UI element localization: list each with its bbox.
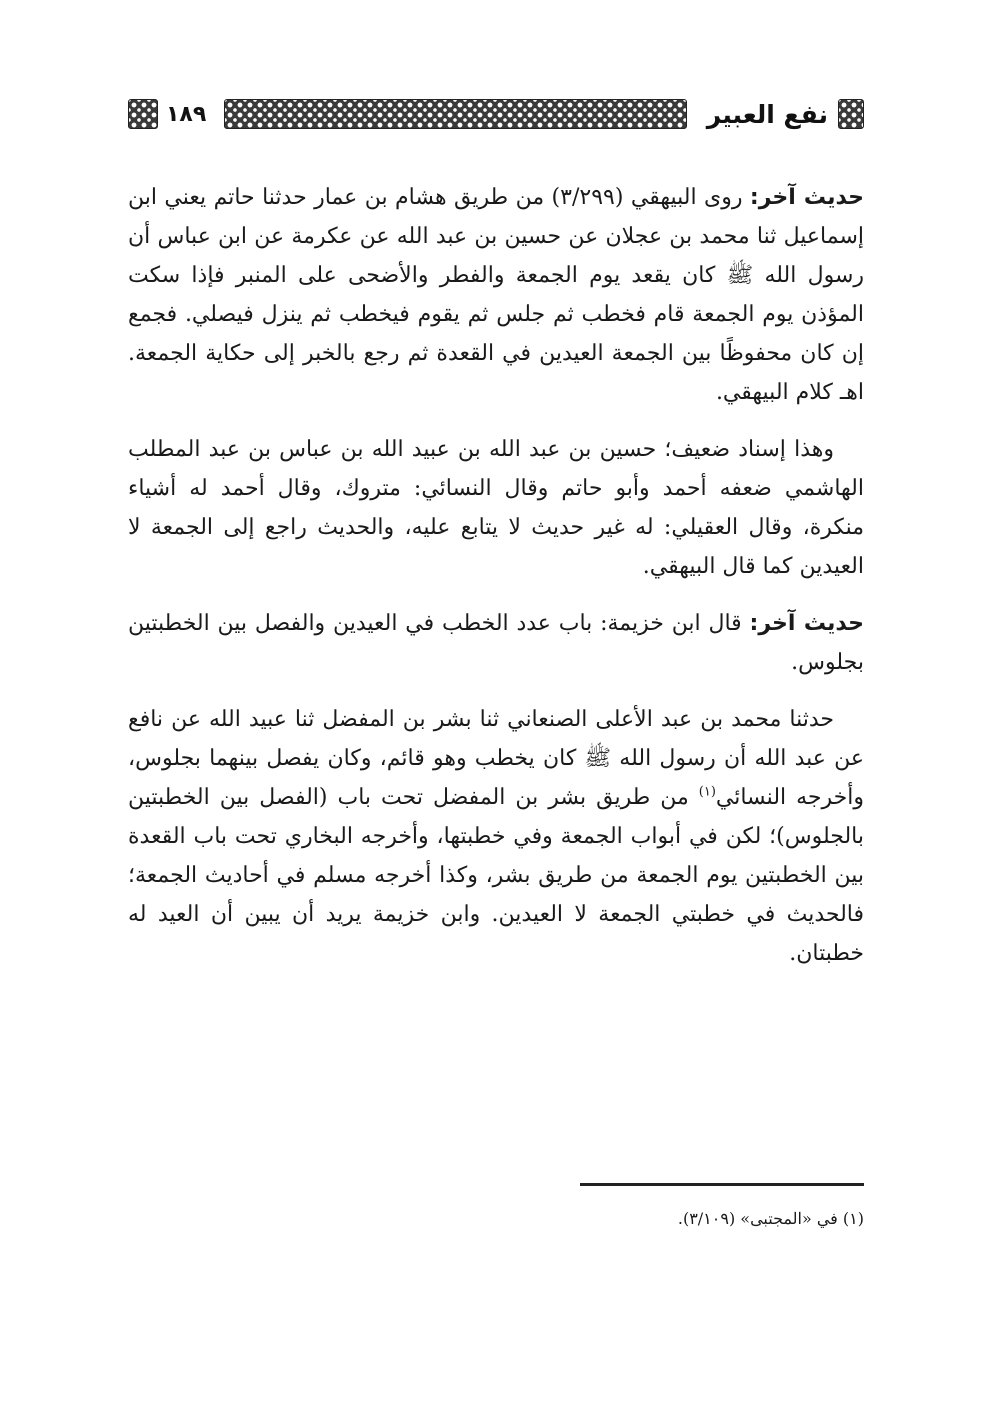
paragraph-4-text-b: من طريق بشر بن المفضل تحت باب (الفصل بين الخطبتين بالجلوس)؛ لكن في أبواب الجمعة وفي خطبتها، وأخرجه البخاري تحت باب القعدة بين الخطبتين يوم الجمعة من طريق بشر، وكذا أخرجه مسلم في أحاديث الجمعة؛ فالحديث في خطبتي الجمعة لا العيدين. وابن خزيمة يريد أن يبين أن العيد له خطبتان. xyxy=(128,785,864,966)
paragraph-1-lead: حديث آخر: xyxy=(749,185,865,210)
paragraph-3-lead: حديث آخر: xyxy=(749,611,864,636)
paragraph-2-text: وهذا إسناد ضعيف؛ حسين بن عبد الله بن عبيد الله بن عباس بن عبد المطلب الهاشمي ضعفه أحمد وأبو حاتم وقال النسائي: متروك، وقال أحمد له أشياء منكرة، وقال العقيلي: له غير حديث لا يتابع عليه، والحديث راجع إلى الجمعة لا العيدين كما قال البيهقي. xyxy=(128,437,864,579)
paragraph-3 xyxy=(128,604,864,682)
header-ornament-start xyxy=(838,99,864,129)
footnote xyxy=(128,1207,864,1231)
page-number: ١٨٩ xyxy=(166,101,207,127)
book-title: نفع العبير xyxy=(706,99,828,129)
paragraph-2 xyxy=(128,430,864,586)
footnote-reference[interactable]: (١) xyxy=(698,784,716,800)
page-body xyxy=(128,178,864,991)
paragraph-1 xyxy=(128,178,864,412)
paragraph-4 xyxy=(128,700,864,973)
page-header xyxy=(128,96,864,132)
header-ornament-band xyxy=(224,99,687,129)
footnote-divider xyxy=(580,1183,864,1186)
paragraph-3-text: قال ابن خزيمة: باب عدد الخطب في العيدين والفصل بين الخطبتين بجلوس. xyxy=(128,611,864,675)
footnote-text: (١) في «المجتبى» (٣/١٠٩). xyxy=(677,1209,864,1228)
header-ornament-end xyxy=(128,99,158,129)
paragraph-4-text-a: حدثنا محمد بن عبد الأعلى الصنعاني ثنا بشر بن المفضل ثنا عبيد الله عن نافع عن عبد الله أن رسول الله ﷺ كان يخطب وهو قائم، وكان يفصل بينهما بجلوس، وأخرجه النسائي xyxy=(128,707,865,810)
paragraph-1-text: روى البيهقي (٣/٢٩٩) من طريق هشام بن عمار حدثنا حاتم يعني ابن إسماعيل ثنا محمد بن عجلان عن حسين بن عبد الله عن عكرمة عن ابن عباس أن رسول الله ﷺ كان يقعد يوم الجمعة والفطر والأضحى على المنبر فإذا سكت المؤذن يوم الجمعة قام فخطب ثم جلس ثم يقوم فيخطب ثم ينزل فيصلي. فجمع إن كان محفوظًا بين الجمعة العيدين في القعدة ثم رجع بالخبر إلى حكاية الجمعة. اهـ كلام البيهقي. xyxy=(128,185,864,405)
